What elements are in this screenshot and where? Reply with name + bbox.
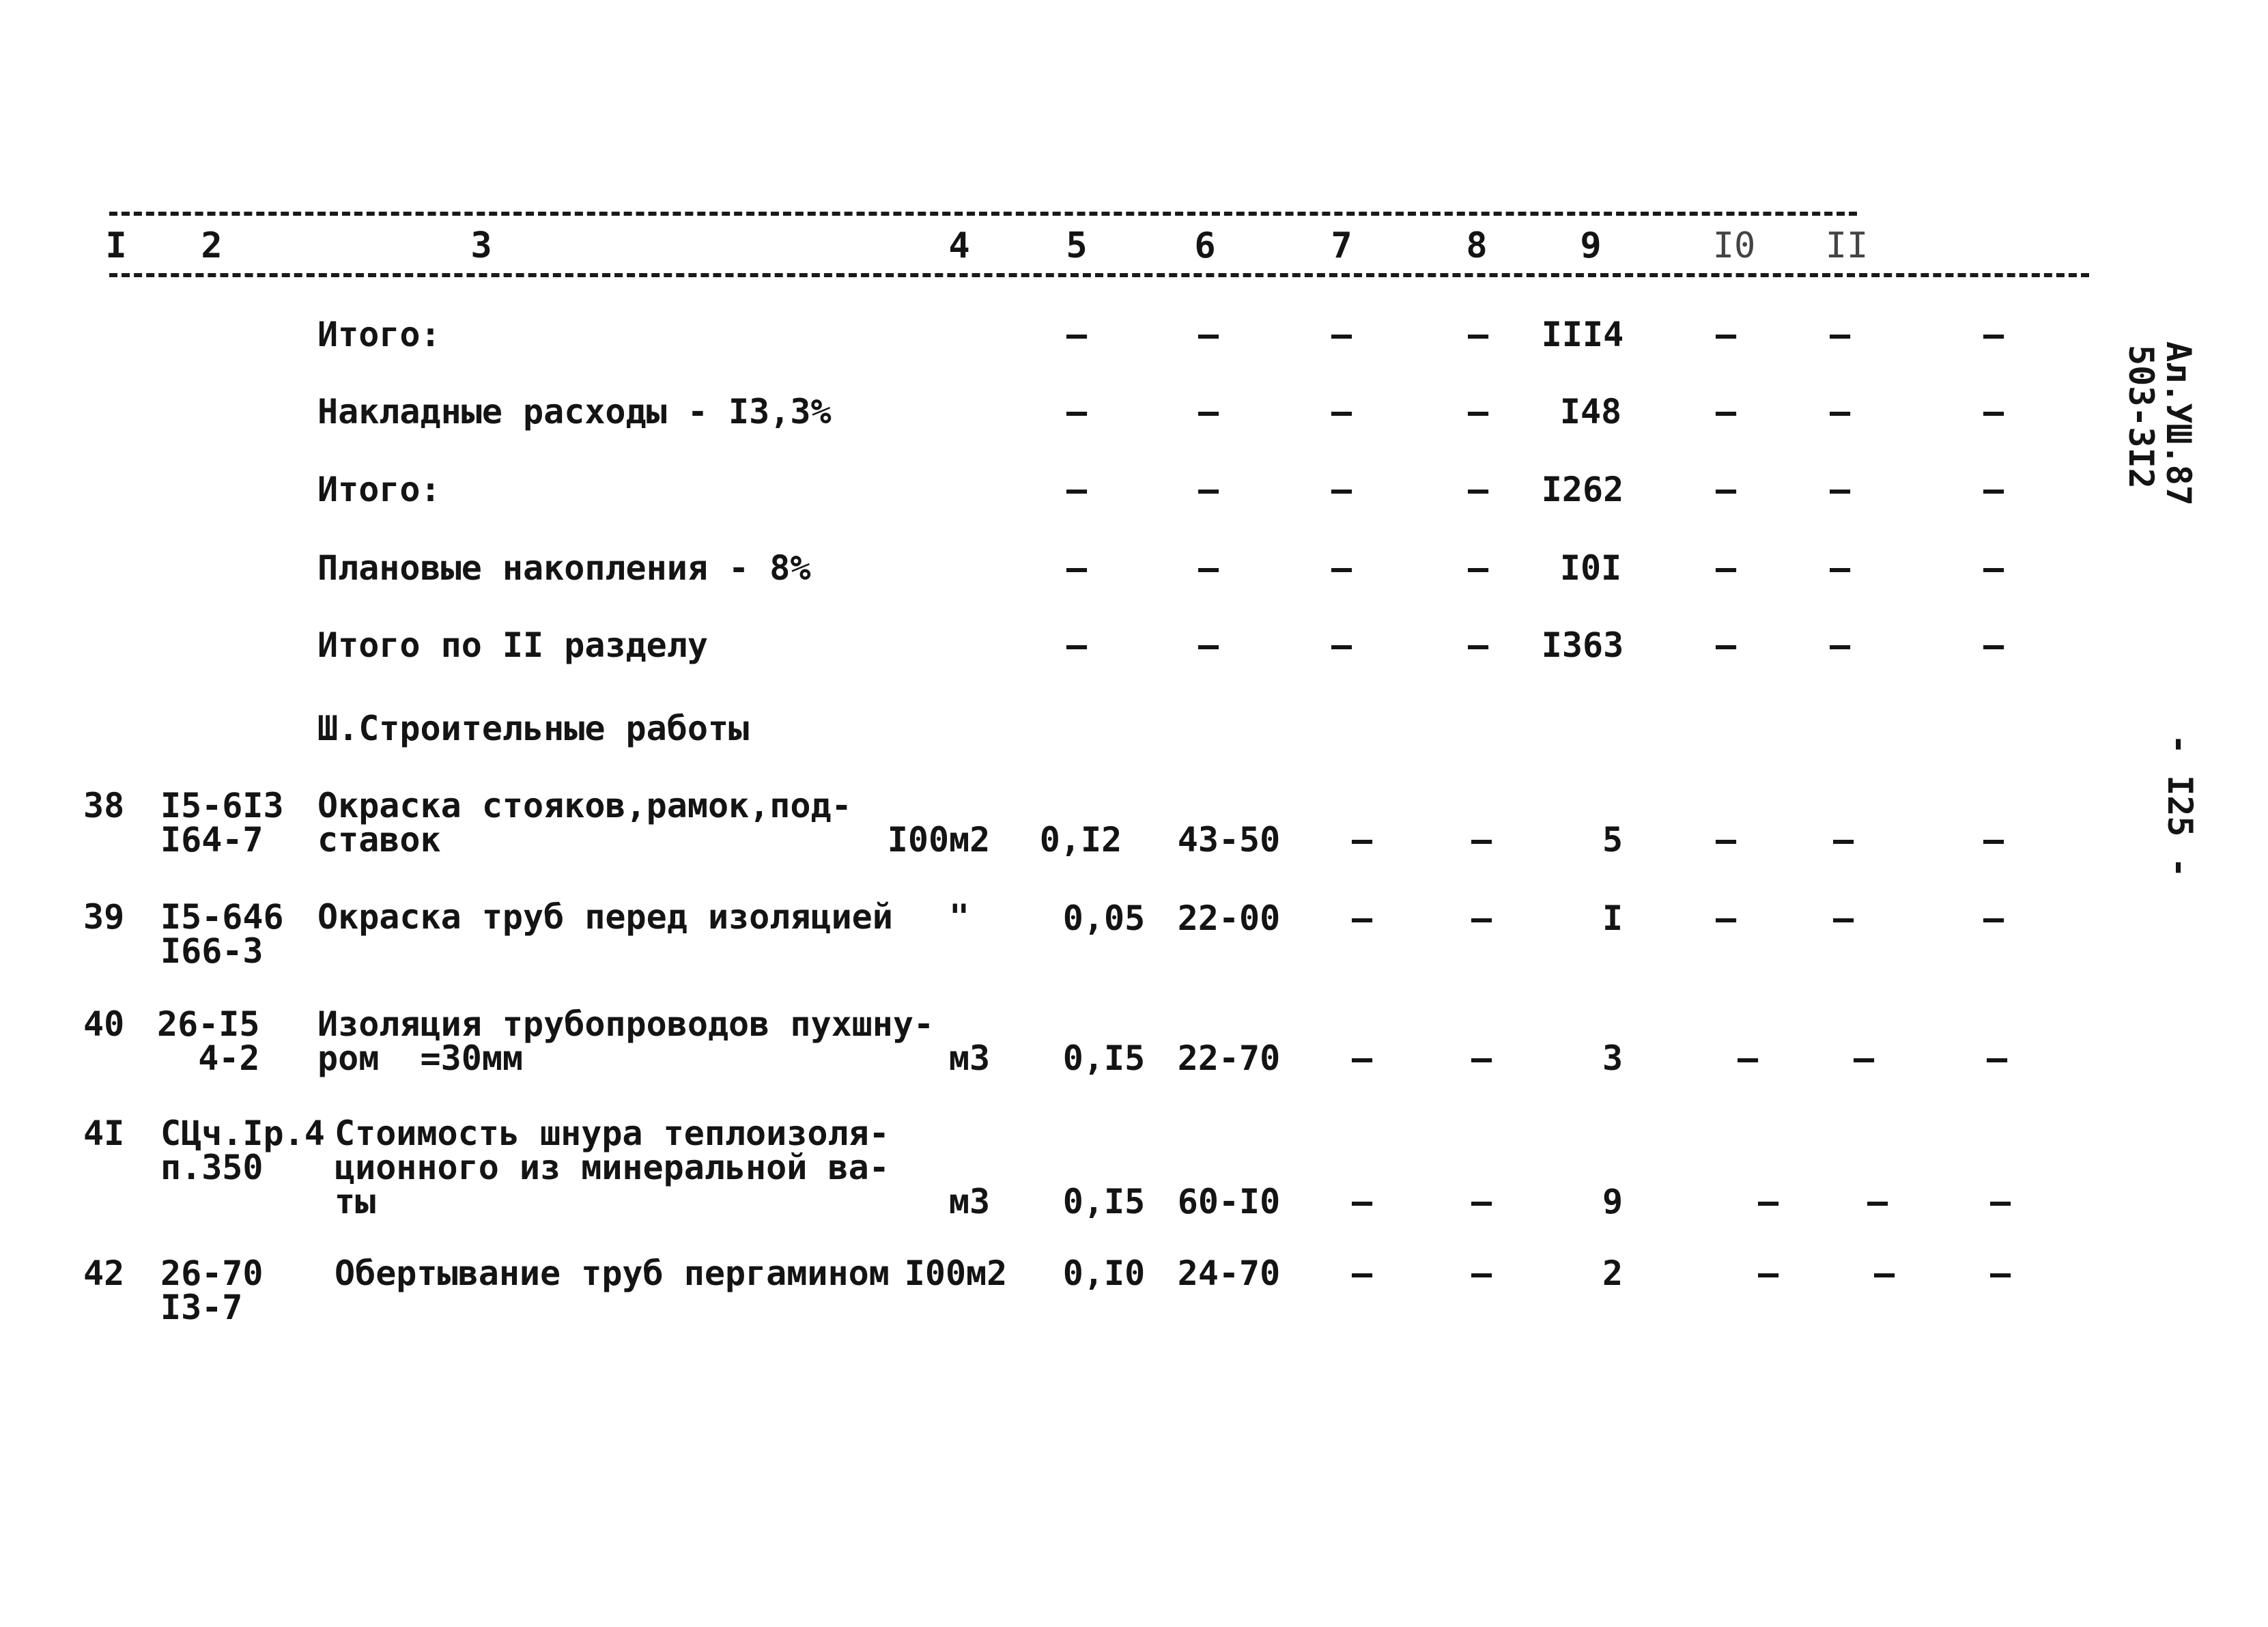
col-header-3: 3	[470, 225, 492, 266]
cell-col8: –	[1471, 820, 1492, 860]
cell-col8: –	[1467, 392, 1489, 431]
cell-col7: –	[1331, 392, 1352, 431]
cell-col5: –	[1066, 315, 1088, 354]
summary-label: Плановые накопления - 8%	[317, 548, 811, 588]
cell-col10: –	[1715, 470, 1737, 509]
header-bottom-rule	[109, 273, 2089, 277]
cell-col9: 9	[1602, 1182, 1624, 1221]
cell-col6: –	[1197, 548, 1219, 588]
cell-col7: –	[1351, 899, 1373, 938]
col-header-8: 8	[1466, 225, 1488, 266]
cell-col11: –	[1829, 548, 1851, 588]
item-description: Стоимость шнура теплоизоля- ционного из минеральной ва- ты	[335, 1114, 890, 1221]
cell-col5: –	[1066, 625, 1088, 665]
cell-col7: –	[1351, 1254, 1373, 1293]
col-header-4: 4	[948, 225, 970, 266]
item-quantity: 0,I5	[1062, 1182, 1146, 1221]
cell-col7: –	[1331, 315, 1352, 354]
cell-col11: –	[1832, 820, 1854, 860]
summary-label: Итого:	[317, 470, 441, 509]
item-unit: м3	[948, 1182, 991, 1221]
cell-col9: 3	[1602, 1038, 1624, 1078]
summary-label: Итого:	[317, 315, 441, 354]
cell-col10: –	[1715, 392, 1737, 431]
item-code: 26-70 I3-7	[160, 1254, 264, 1327]
cell-col6: –	[1197, 392, 1219, 431]
cell-col10: –	[1715, 625, 1737, 665]
cell-col12: –	[1983, 470, 2004, 509]
item-description: Обертывание труб пергамином	[335, 1254, 890, 1293]
item-number: 4I	[83, 1114, 125, 1153]
cell-col7: –	[1331, 548, 1352, 588]
cell-col5: –	[1066, 470, 1088, 509]
item-description: Изоляция трубопроводов пухшну- ром =30мм	[317, 1004, 935, 1078]
cell-col10: –	[1715, 820, 1737, 860]
item-price: 22-70	[1177, 1038, 1281, 1078]
cell-col8: –	[1467, 315, 1489, 354]
item-description: Окраска труб перед изоляцией	[317, 897, 893, 937]
item-quantity: 0,I2	[1039, 820, 1122, 860]
cell-col7: –	[1331, 470, 1352, 509]
item-description: Окраска стояков,рамок,под- ставок	[317, 786, 852, 860]
col-header-1: I	[105, 225, 127, 266]
cell-col11: –	[1867, 1182, 1888, 1221]
margin-code: 503-3I2	[2121, 345, 2161, 489]
item-number: 39	[83, 897, 125, 937]
item-price: 43-50	[1177, 820, 1281, 860]
cell-col6: –	[1197, 625, 1219, 665]
header-top-rule	[109, 212, 1857, 216]
cell-col11: –	[1829, 392, 1851, 431]
cell-col11: –	[1829, 470, 1851, 509]
cell-col12: –	[1983, 548, 2004, 588]
cell-col12: –	[1989, 1182, 2011, 1221]
cell-col9: III4	[1541, 315, 1624, 354]
cell-col8: –	[1471, 1254, 1492, 1293]
item-price: 24-70	[1177, 1254, 1281, 1293]
cell-col10: –	[1715, 548, 1737, 588]
cell-col7: –	[1351, 820, 1373, 860]
item-unit: I00м2	[904, 1254, 1008, 1293]
summary-label: Накладные расходы - I3,3%	[317, 392, 832, 431]
item-quantity: 0,05	[1062, 899, 1146, 938]
cell-col10: –	[1715, 899, 1737, 938]
col-header-10: I0	[1712, 225, 1756, 266]
col-header-5: 5	[1066, 225, 1088, 266]
cell-col9: 2	[1602, 1254, 1624, 1293]
col-header-6: 6	[1194, 225, 1216, 266]
cell-col9: I262	[1541, 470, 1624, 509]
cell-col10: –	[1757, 1182, 1779, 1221]
cell-col5: –	[1066, 548, 1088, 588]
cell-col8: –	[1471, 1038, 1492, 1078]
cell-col9: I363	[1541, 625, 1624, 665]
col-header-7: 7	[1331, 225, 1352, 266]
item-code: СЦч.Iр.4 п.350	[160, 1114, 325, 1187]
item-number: 42	[83, 1254, 125, 1293]
item-unit: I00м2	[887, 820, 991, 860]
cell-col12: –	[1983, 899, 2004, 938]
cell-col10: –	[1737, 1038, 1759, 1078]
cell-col9: I0I	[1559, 548, 1622, 588]
cell-col9: 5	[1602, 820, 1624, 860]
item-number: 38	[83, 786, 125, 825]
cell-col12: –	[1983, 820, 2004, 860]
margin-album: Ал.УШ.87	[2159, 341, 2198, 506]
page-number: - I25 -	[2160, 734, 2200, 878]
section-title: Ш.Строительные работы	[317, 709, 750, 748]
cell-col12: –	[1989, 1254, 2011, 1293]
cell-col12: –	[1983, 625, 2004, 665]
cell-col8: –	[1471, 1182, 1492, 1221]
cell-col11: –	[1873, 1254, 1895, 1293]
cell-col12: –	[1983, 315, 2004, 354]
cell-col10: –	[1715, 315, 1737, 354]
item-code: I5-6I3 I64-7	[160, 786, 284, 860]
item-unit: "	[948, 897, 970, 937]
cell-col9: I	[1602, 899, 1624, 938]
cell-col7: –	[1351, 1038, 1373, 1078]
item-price: 22-00	[1177, 899, 1281, 938]
summary-label: Итого по II разделу	[317, 625, 708, 665]
cell-col6: –	[1197, 470, 1219, 509]
item-quantity: 0,I0	[1062, 1254, 1146, 1293]
cell-col8: –	[1467, 548, 1489, 588]
cell-col11: –	[1853, 1038, 1875, 1078]
cell-col9: I48	[1559, 392, 1622, 431]
cell-col11: –	[1832, 899, 1854, 938]
cell-col7: –	[1351, 1182, 1373, 1221]
item-quantity: 0,I5	[1062, 1038, 1146, 1078]
cell-col12: –	[1983, 392, 2004, 431]
cell-col11: –	[1829, 315, 1851, 354]
col-header-9: 9	[1580, 225, 1602, 266]
col-header-2: 2	[201, 225, 223, 266]
cell-col10: –	[1757, 1254, 1779, 1293]
col-header-11: II	[1825, 225, 1869, 266]
item-code: 26-I5 4-2	[157, 1004, 260, 1078]
item-price: 60-I0	[1177, 1182, 1281, 1221]
cell-col6: –	[1197, 315, 1219, 354]
item-unit: м3	[948, 1038, 991, 1078]
cell-col8: –	[1471, 899, 1492, 938]
cell-col12: –	[1986, 1038, 2008, 1078]
item-number: 40	[83, 1004, 125, 1044]
item-code: I5-646 I66-3	[160, 897, 284, 971]
cell-col7: –	[1331, 625, 1352, 665]
cell-col11: –	[1829, 625, 1851, 665]
cell-col5: –	[1066, 392, 1088, 431]
cell-col8: –	[1467, 625, 1489, 665]
cell-col8: –	[1467, 470, 1489, 509]
